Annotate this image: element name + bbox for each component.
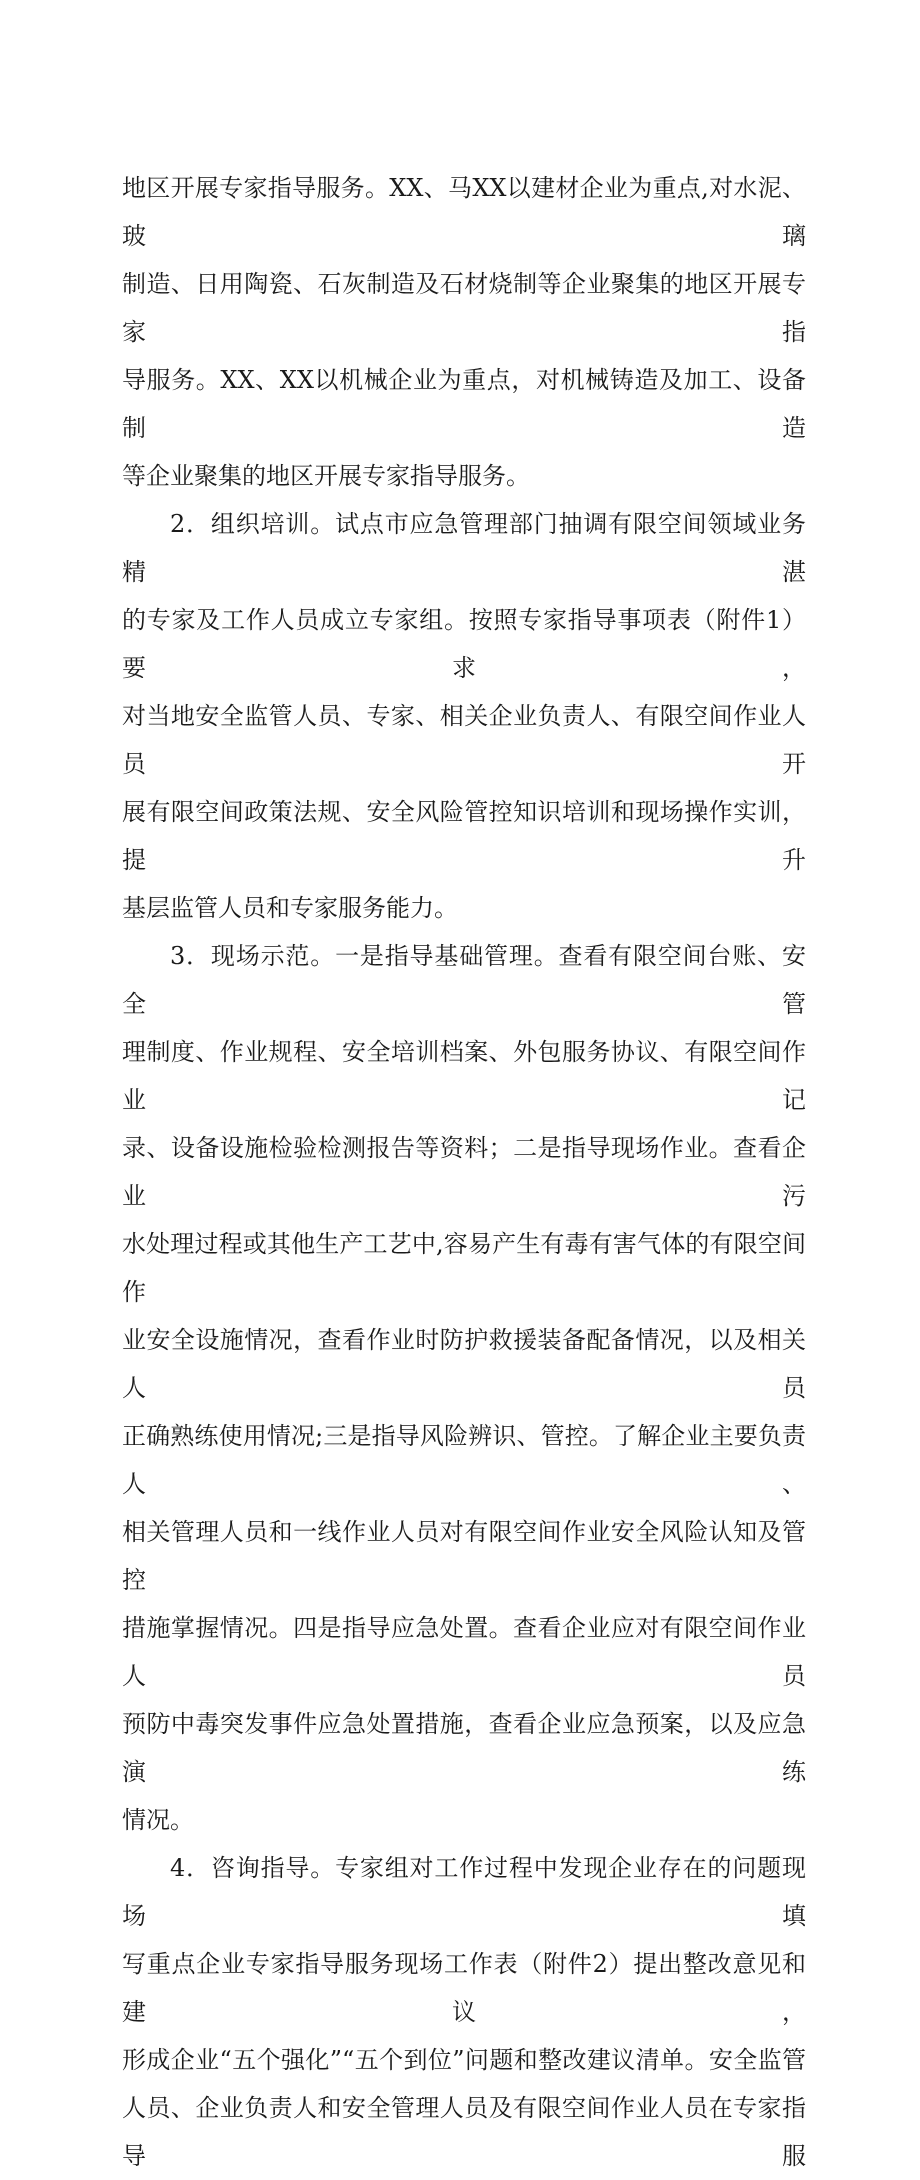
text-line: 制造、日用陶瓷、石灰制造及石材烧制等企业聚集的地区开展专家指 — [122, 270, 806, 346]
text-line: 理制度、作业规程、安全培训档案、外包服务协议、有限空间作业记 — [122, 1038, 806, 1114]
text-line: 2．组织培训。试点市应急管理部门抽调有限空间领域业务精湛 — [122, 510, 806, 586]
text-line: 展有限空间政策法规、安全风险管控知识培训和现场操作实训，提升 — [122, 798, 806, 874]
text-line: 措施掌握情况。四是指导应急处置。查看企业应对有限空间作业人员 — [122, 1614, 806, 1690]
paragraph-consulting-guidance — [122, 1844, 806, 2180]
paragraph-site-demonstration — [122, 932, 806, 1844]
text-line: 的专家及工作人员成立专家组。按照专家指导事项表（附件1）要求， — [122, 606, 806, 682]
text-line: 导服务。XX、XX以机械企业为重点，对机械铸造及加工、设备制造 — [122, 366, 806, 442]
text-line: 相关管理人员和一线作业人员对有限空间作业安全风险认知及管控 — [122, 1518, 806, 1594]
text-line: 3．现场示范。一是指导基础管理。查看有限空间台账、安全管 — [122, 942, 806, 1018]
text-line: 人员、企业负责人和安全管理人员及有限空间作业人员在专家指导服 — [122, 2094, 806, 2170]
text-line: 正确熟练使用情况;三是指导风险辨识、管控。了解企业主要负责人、 — [122, 1422, 806, 1498]
text-line: 4．咨询指导。专家组对工作过程中发现企业存在的问题现场填 — [122, 1854, 806, 1930]
document-body — [122, 164, 806, 2180]
text-line: 水处理过程或其他生产工艺中,容易产生有毒有害气体的有限空间作 — [122, 1230, 806, 1306]
text-line: 预防中毒突发事件应急处置措施，查看企业应急预案，以及应急演练 — [122, 1710, 806, 1786]
text-line: 等企业聚集的地区开展专家指导服务。 — [122, 462, 530, 490]
paragraph-organize-training — [122, 500, 806, 932]
text-line: 写重点企业专家指导服务现场工作表（附件2）提出整改意见和建议， — [122, 1950, 806, 2026]
text-line: 地区开展专家指导服务。XX、马XX以建材企业为重点,对水泥、玻璃 — [122, 174, 806, 250]
text-line: 录、设备设施检验检测报告等资料；二是指导现场作业。查看企业污 — [122, 1134, 806, 1210]
text-line: 业安全设施情况，查看作业时防护救援装备配备情况，以及相关人员 — [122, 1326, 806, 1402]
text-line: 情况。 — [122, 1806, 194, 1834]
text-line: 形成企业“五个强化”“五个到位”问题和整改建议清单。安全监管 — [122, 2046, 806, 2074]
paragraph-continuation — [122, 164, 806, 500]
text-line: 对当地安全监管人员、专家、相关企业负责人、有限空间作业人员开 — [122, 702, 806, 778]
text-line: 基层监管人员和专家服务能力。 — [122, 894, 458, 922]
